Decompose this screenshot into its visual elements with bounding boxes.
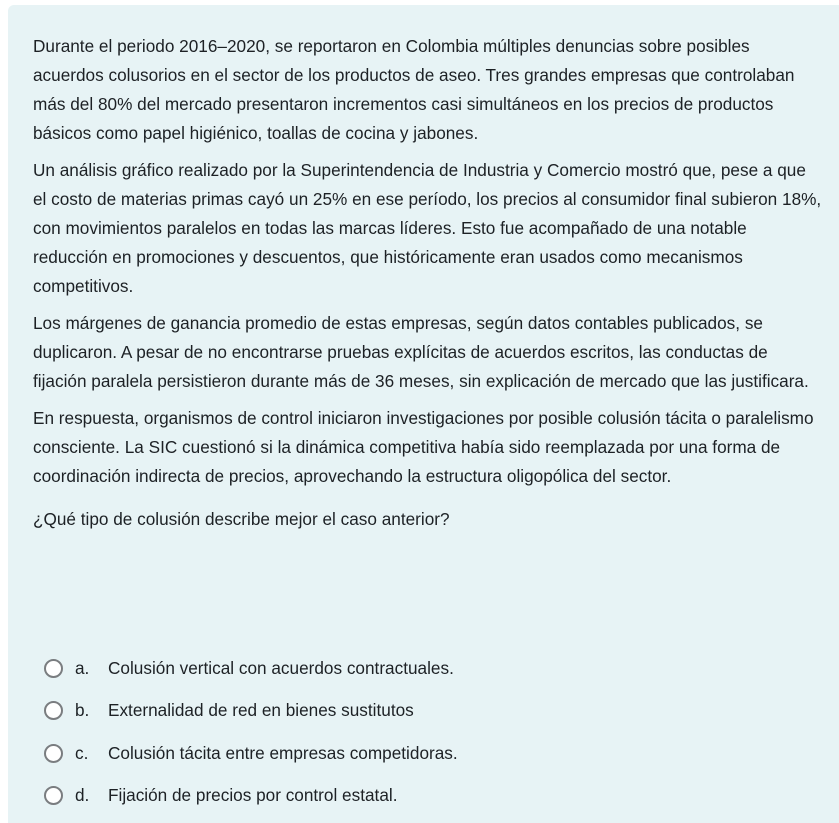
answer-option-d[interactable] [44,775,458,818]
option-text: Externalidad de red en bienes sustitutos [108,700,414,721]
option-text: Fijación de precios por control estatal. [108,785,398,806]
option-text: Colusión vertical con acuerdos contractuales. [108,657,454,678]
radio-button-c[interactable] [44,744,63,763]
question-paragraph: En respuesta, organismos de control iniciaron investigaciones por posible colusión tácita o paralelismo consciente. La SIC cuestionó si la dinámica competitiva había sido reemplazada por una forma de coordinación indirecta de precios, aprovechando la estructura oligopólica del sector. [33,408,814,486]
option-letter: b. [75,700,90,721]
question-paragraph: Los márgenes de ganancia promedio de estas empresas, según datos contables publicados, se duplicaron. A pesar de no encontrarse pruebas explícitas de acuerdos escritos, las conductas de fijación paralela persistieron durante más de 36 meses, sin explicación de mercado que las justificara. [33,313,809,391]
answer-option-c[interactable] [44,732,458,775]
option-letter: d. [75,785,90,806]
answer-option-a[interactable] [44,647,458,690]
question-paragraph: Un análisis gráfico realizado por la Superintendencia de Industria y Comercio mostró que, pese a que el costo de materias primas cayó un 25% en ese período, los precios al consumidor final subieron 18%, con movimientos paralelos en todas las marcas líderes. Esto fue acompañado de una notable reducción en promociones y descuentos, que históricamente eran usados como mecanismos competitivos. [33,160,822,296]
option-text: Colusión tácita entre empresas competidoras. [108,742,458,763]
radio-button-b[interactable] [44,701,63,720]
radio-button-a[interactable] [44,659,63,678]
question-prompt: ¿Qué tipo de colusión describe mejor el caso anterior? [33,509,450,529]
question-paragraph: Durante el periodo 2016–2020, se reportaron en Colombia múltiples denuncias sobre posibles acuerdos colusorios en el sector de los productos de aseo. Tres grandes empresas que controlaban más del 80% del mercado presentaron incrementos casi simultáneos en los precios de productos básicos como papel higiénico, toallas de cocina y jabones. [33,36,795,143]
option-letter: a. [75,657,90,678]
answer-options [44,647,458,817]
question-panel [8,5,839,823]
option-letter: c. [75,742,89,763]
question-text [33,32,823,542]
radio-button-d[interactable] [44,786,63,805]
answer-option-b[interactable] [44,690,458,733]
